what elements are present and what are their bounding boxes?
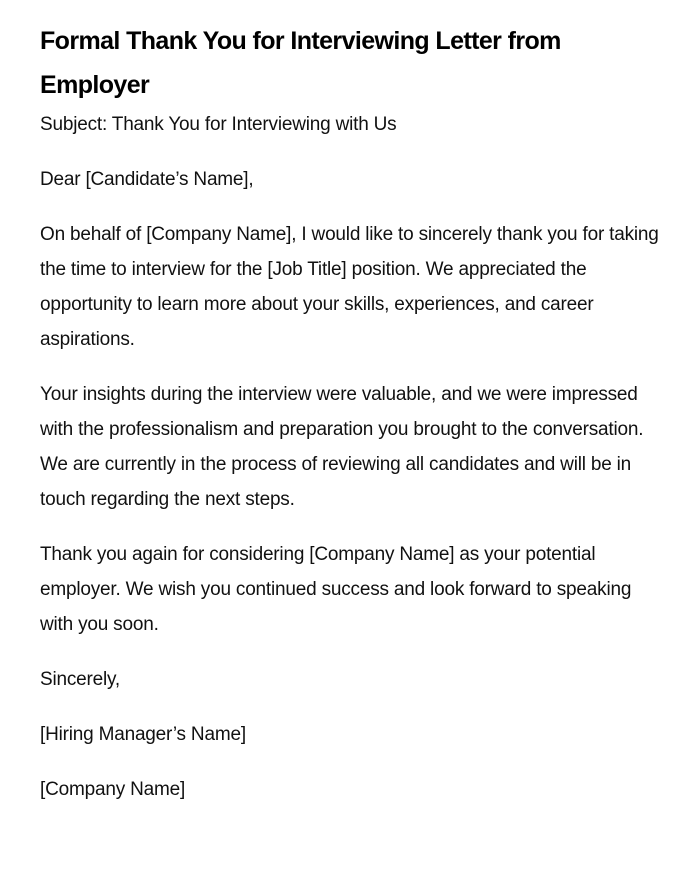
letter-salutation: Dear [Candidate’s Name], bbox=[40, 169, 254, 190]
letter-closing: Sincerely, bbox=[40, 669, 121, 690]
signature-company: [Company Name] bbox=[40, 779, 186, 800]
letter-title: Formal Thank You for Interviewing Letter from Employer bbox=[40, 27, 561, 99]
letter-subject: Subject: Thank You for Interviewing with Us bbox=[40, 114, 397, 135]
letter-paragraph-1: On behalf of [Company Name], I would like to sincerely thank you for taking the time to interview for the [Job Title] position. We appreciated the opportunity to learn more about your skills, experiences, and career aspirations. bbox=[40, 224, 659, 350]
letter-paragraph-2: Your insights during the interview were valuable, and we were impressed with the professionalism and preparation you brought to the conversation. We are currently in the process of reviewing all candidates and will be in touch regarding the next steps. bbox=[40, 384, 644, 510]
signature-name: [Hiring Manager’s Name] bbox=[40, 724, 246, 745]
letter-paragraph-3: Thank you again for considering [Company Name] as your potential employer. We wish you continued success and look forward to speaking with you soon. bbox=[40, 544, 632, 635]
